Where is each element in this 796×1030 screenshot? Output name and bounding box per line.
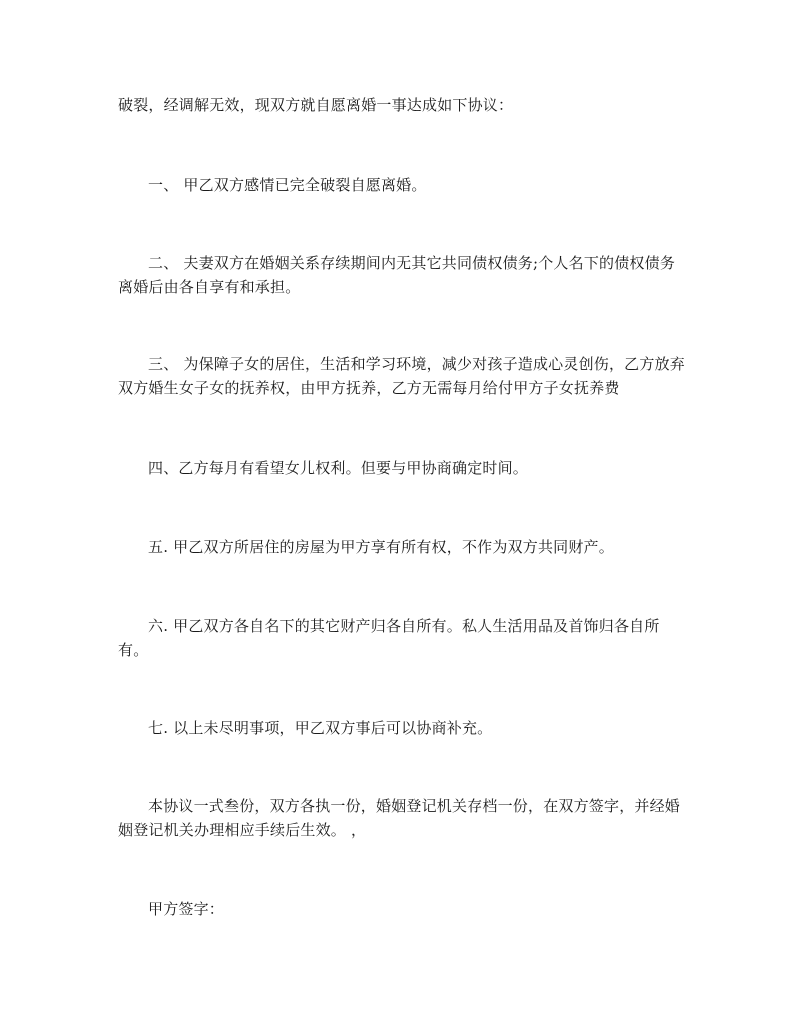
paragraph-agreement-copies: 本协议一式叁份，双方各执一份，婚姻登记机关存档一份，在双方签字，并经婚姻登记机关办理相应手续后生效。 ， [118, 797, 681, 839]
signature-label-party-a: 甲方签字： [148, 900, 225, 918]
paragraph-clause-1: 一、 甲乙双方感情已完全破裂自愿离婚。 [148, 176, 427, 194]
paragraph-clause-3: 三、 为保障子女的居住，生活和学习环境，减少对孩子造成心灵创伤，乙方放弃双方婚生女子女的抚养权，由甲方抚养，乙方无需每月给付甲方子女抚养费 [118, 355, 685, 397]
paragraph-preamble: 破裂，经调解无效，现双方就自愿离婚一事达成如下协议： [118, 96, 514, 114]
paragraph-clause-2: 二、 夫妻双方在婚姻关系存续期间内无其它共同债权债务;个人名下的债权债务离婚后由各自享有和承担。 [118, 254, 676, 296]
paragraph-clause-6: 六. 甲乙双方各自名下的其它财产归各自所有。私人生活用品及首饰归各自所有。 [118, 617, 660, 659]
paragraph-clause-5: 五. 甲乙双方所居住的房屋为甲方享有所有权，不作为双方共同财产。 [148, 538, 614, 556]
paragraph-clause-7: 七. 以上未尽明事项，甲乙双方事后可以协商补充。 [148, 719, 493, 737]
paragraph-clause-4: 四、乙方每月有看望女儿权利。但要与甲协商确定时间。 [148, 459, 529, 477]
